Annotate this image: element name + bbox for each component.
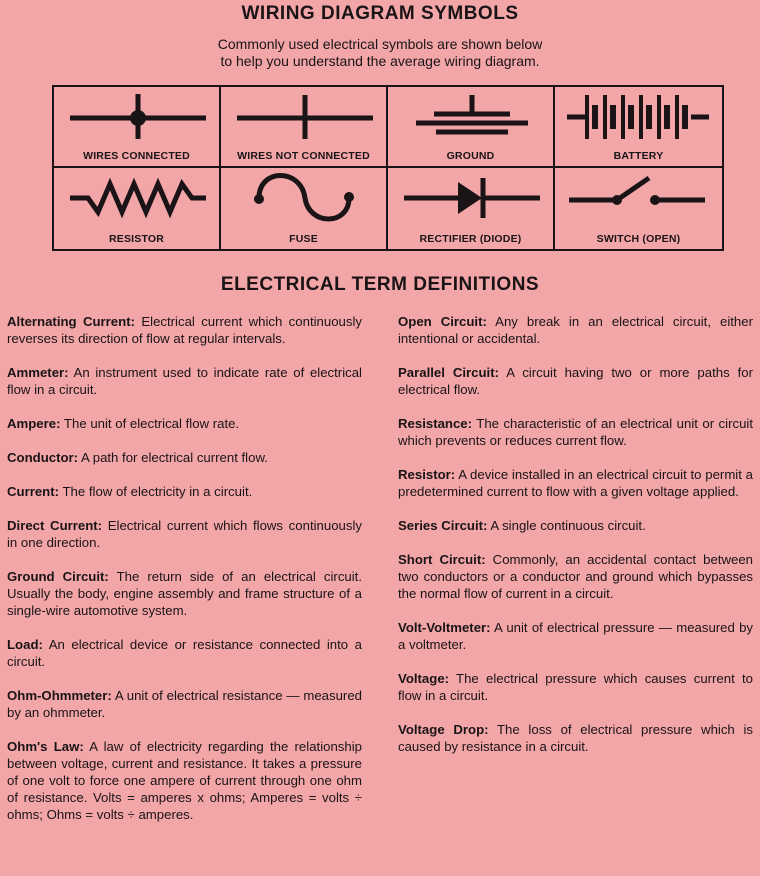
definition-term: Current: [7,484,60,499]
definition-term: Alternating Current: [7,314,135,329]
definition-term: Volt-Voltmeter: [398,620,491,635]
definition-text: The unit of electrical flow rate. [60,416,240,431]
symbol-label: RESISTOR [108,233,165,245]
definitions-title: ELECTRICAL TERM DEFINITIONS [220,274,540,295]
definition-direct-current [7,517,362,551]
definition-text: A single continuous circuit. [487,518,646,533]
symbol-cell-fuse [221,168,388,249]
definition-term: Resistance: [398,416,473,431]
definition-text: A unit of electrical pressure — measured by a voltmeter. [398,620,753,652]
symbol-label: SWITCH (OPEN) [596,233,681,245]
definition-resistor [398,466,753,500]
definition-ampere [7,415,362,432]
definition-load [7,636,362,670]
definition-term: Short Circuit: [398,552,486,567]
symbol-cell-switch [555,168,722,249]
definition-ground-circuit [7,568,362,619]
page-title: WIRING DIAGRAM SYMBOLS [241,3,519,24]
definition-term: Direct Current: [7,518,103,533]
definition-term: Ampere: [7,416,61,431]
intro-line-2: to help you understand the average wiring diagram. [220,53,540,69]
wires-connected-icon [54,87,220,145]
intro-text [0,36,760,70]
definition-term: Ohm's Law: [7,739,84,754]
definition-text: A circuit having two or more paths for electrical flow. [398,365,753,397]
symbol-table [52,85,724,251]
symbol-cell-ground [388,87,555,168]
definition-term: Conductor: [7,450,79,465]
definition-ammeter [7,364,362,398]
definition-term: Voltage: [398,671,450,686]
definition-voltage-drop [398,721,753,755]
definition-term: Load: [7,637,43,652]
definition-volt-voltmeter [398,619,753,653]
symbol-cell-wires-connected [54,87,221,168]
definition-parallel-circuit [398,364,753,398]
symbol-label: WIRES NOT CONNECTED [237,150,370,162]
definition-ohms-law [7,738,362,823]
definition-text: A unit of electrical resistance — measured by an ohmmeter. [7,688,362,720]
definition-text: The loss of electrical pressure which is caused by resistance in a circuit. [398,722,753,754]
resistor-icon [54,168,220,226]
symbol-label: BATTERY [613,150,664,162]
diode-icon [388,168,554,226]
definition-term: Ohm-Ohmmeter: [7,688,112,703]
definition-term: Parallel Circuit: [398,365,500,380]
definition-term: Open Circuit: [398,314,487,329]
symbol-label: WIRES CONNECTED [83,150,190,162]
definitions-right-column [398,313,753,755]
definition-open-circuit [398,313,753,347]
definition-text: An instrument used to indicate rate of electrical flow in a circuit. [7,365,362,397]
fuse-icon [221,168,387,226]
definition-text: Commonly, an accidental contact between two conductors or a conductor and ground which bypasses the normal flow of current in a circuit. [398,552,753,601]
intro-line-1: Commonly used electrical symbols are shown below [217,36,543,52]
definition-text: Any break in an electrical circuit, either intentional or accidental. [398,314,753,346]
definition-resistance [398,415,753,449]
definition-text: Electrical current which continuously reverses its direction of flow at regular intervals. [7,314,362,346]
switch-open-icon [555,168,721,226]
wires-not-connected-icon [221,87,387,145]
definitions-left-column [7,313,362,823]
definition-series-circuit [398,517,753,534]
ground-icon [388,87,554,145]
definition-text: A law of electricity regarding the relationship between voltage, current and resistance. It takes a pressure of one volt to force one ampere of current through one ohm of resistance. Volts = amperes x ohms; Amperes = volts ÷ ohms; Ohms = volts ÷ amperes. [7,739,362,822]
definition-alternating-current [7,313,362,347]
symbol-label: RECTIFIER (DIODE) [419,233,522,245]
definition-text: The electrical pressure which causes current to flow in a circuit. [398,671,753,703]
symbol-cell-battery [555,87,722,168]
symbol-cell-wires-not-connected [221,87,388,168]
definition-term: Voltage Drop: [398,722,489,737]
definition-text: The flow of electricity in a circuit. [59,484,253,499]
definition-term: Ground Circuit: [7,569,109,584]
definition-conductor [7,449,362,466]
definition-text: The return side of an electrical circuit. Usually the body, engine assembly and frame structure of a single-wire automotive system. [7,569,363,618]
symbol-label: FUSE [289,233,318,245]
definition-short-circuit [398,551,753,602]
symbol-cell-diode [388,168,555,249]
definition-ohm-ohmmeter [7,687,362,721]
definition-text: An electrical device or resistance connected into a circuit. [7,637,362,669]
definition-text: The characteristic of an electrical unit or circuit which prevents or reduces current flow. [398,416,753,448]
symbol-cell-resistor [54,168,221,249]
definition-voltage [398,670,753,704]
definition-term: Ammeter: [7,365,69,380]
definition-text: A path for electrical current flow. [78,450,268,465]
symbol-label: GROUND [446,150,495,162]
definition-current [7,483,362,500]
definition-text: Electrical current which flows continuously in one direction. [7,518,362,550]
definition-term: Series Circuit: [398,518,488,533]
battery-icon [555,87,721,145]
definition-term: Resistor: [398,467,456,482]
definition-text: A device installed in an electrical circuit to permit a predetermined current to flow with a given voltage applied. [398,467,753,499]
